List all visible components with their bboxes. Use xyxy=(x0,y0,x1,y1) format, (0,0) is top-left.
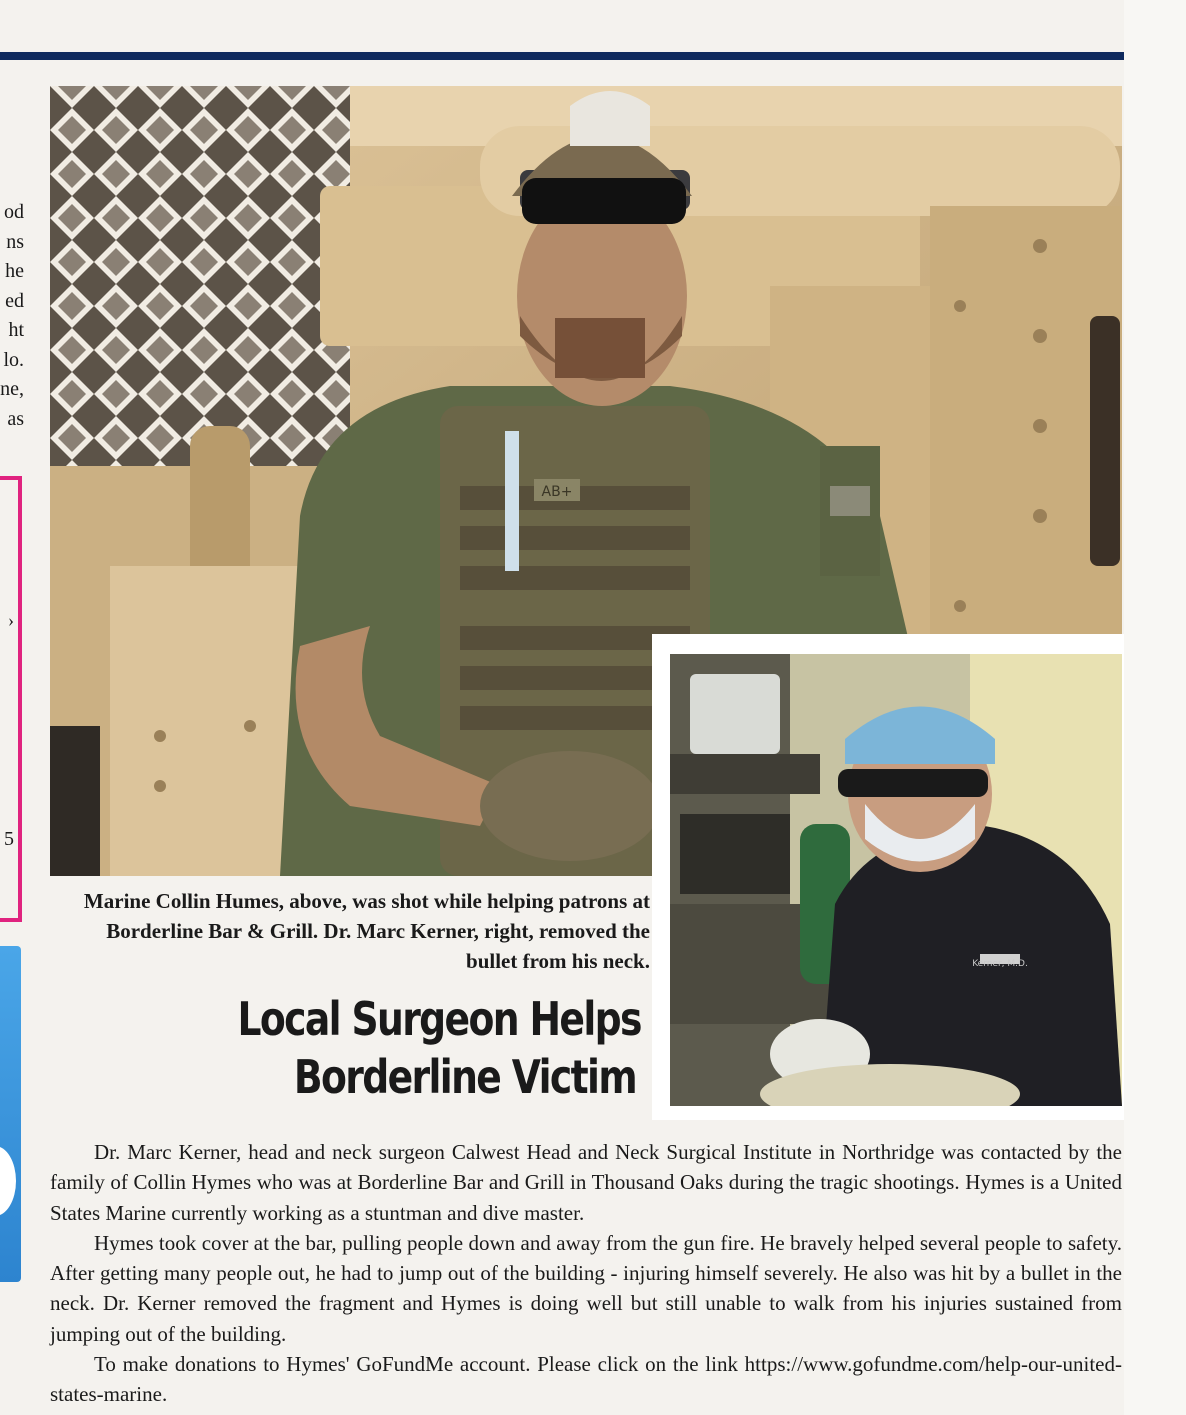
fragment-line: od xyxy=(4,201,24,223)
article-body xyxy=(50,1137,1122,1410)
ad-box-fragment: › xyxy=(8,610,14,630)
headline-line-2: Borderline Victim xyxy=(293,1050,636,1104)
adjacent-column-fragment xyxy=(0,198,24,434)
photo-caption: Marine Collin Humes, above, was shot while helping patrons at Borderline Bar & Grill. Dr. Marc Kerner, right, removed the bullet from his neck. xyxy=(83,889,650,973)
blood-type-patch: AB+ xyxy=(541,484,573,500)
scrubs-name-embroidery: Kerner, M.D. xyxy=(972,959,1028,969)
headline xyxy=(237,990,641,1106)
fragment-line: lo. xyxy=(3,348,24,371)
fragment-line: ne, xyxy=(0,378,24,400)
fragment-line: he xyxy=(5,260,24,282)
article-paragraph-1: Dr. Marc Kerner, head and neck surgeon Calwest Head and Neck Surgical Institute in Northridge was contacted by the family of Collin Hymes who was at Borderline Bar and Grill in Thousand Oaks during the tragic shootings. Hymes is a United States Marine currently working as a stuntman and dive master. xyxy=(50,1140,1122,1225)
page-margin xyxy=(1124,0,1186,1415)
fragment-line: ns xyxy=(6,230,24,253)
surgeon-photo xyxy=(670,654,1122,1106)
ad-box-fragment: 5 xyxy=(4,828,14,850)
fragment-line: ht xyxy=(8,319,24,341)
adjacent-ad-box xyxy=(0,476,22,922)
top-rule xyxy=(0,52,1124,60)
fragment-line: ed xyxy=(5,289,24,312)
article-paragraph-3: To make donations to Hymes' GoFundMe account. Please click on the link https://www.gofundme.com/help-our-united-states-marine. xyxy=(50,1352,1122,1407)
headline-line-1: Local Surgeon Helps xyxy=(237,992,641,1046)
fragment-line: as xyxy=(7,407,24,430)
adjacent-blue-ad xyxy=(0,946,21,1282)
article-paragraph-2: Hymes took cover at the bar, pulling people down and away from the gun fire. He bravely helped several people to safety. After getting many people out, he had to jump out of the building - injuring himself severely. He also was hit by a bullet in the neck. Dr. Kerner removed the fragment and Hymes is doing well but still unable to walk from his injuries sustained from jumping out of the building. xyxy=(50,1230,1122,1346)
